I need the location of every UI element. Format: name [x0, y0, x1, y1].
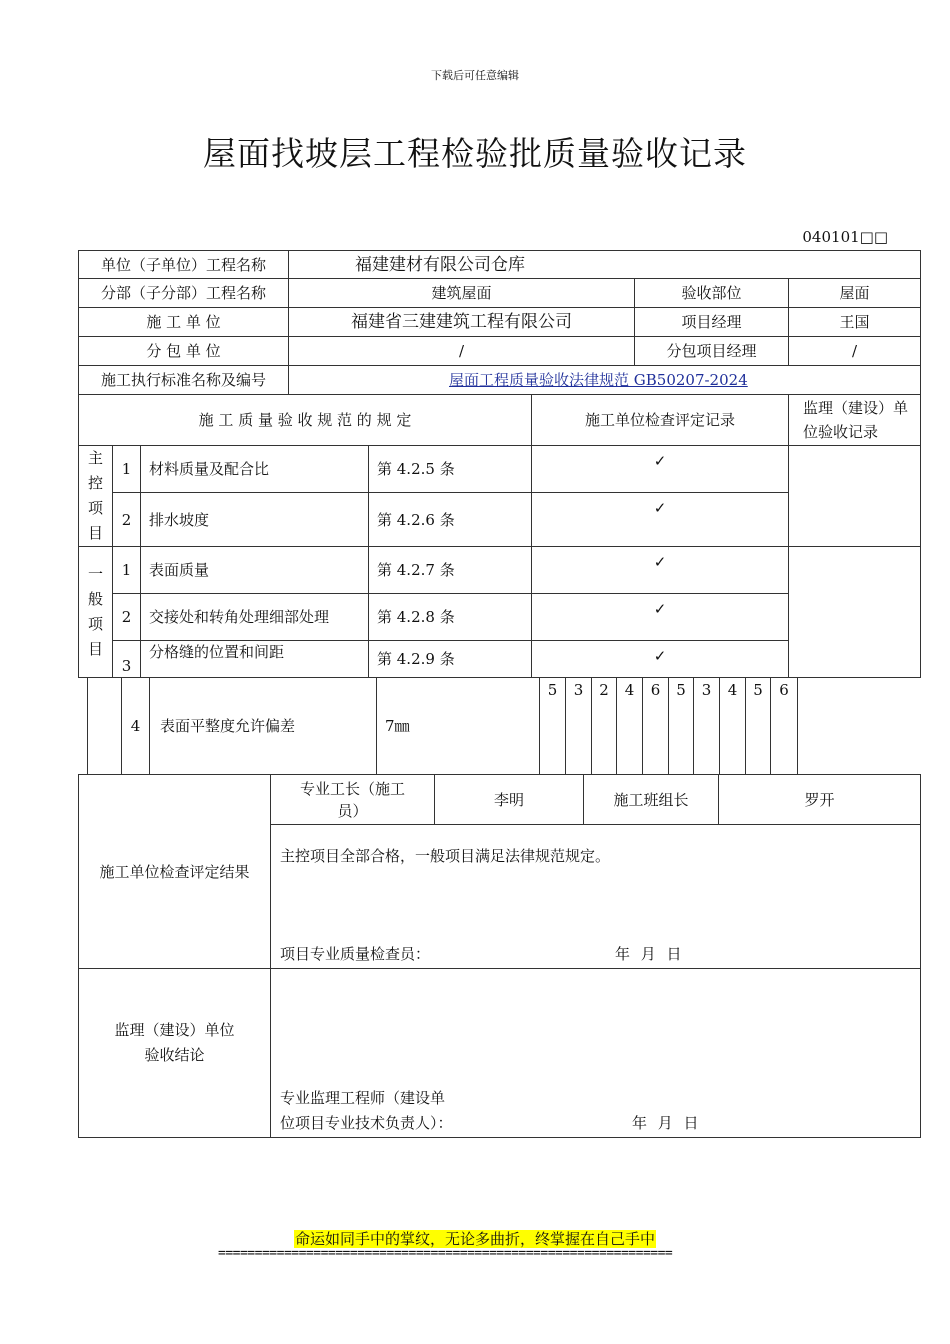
form-code: 040101□□ — [802, 228, 888, 246]
check-mark: ✓ — [532, 493, 789, 547]
item-no: 2 — [113, 493, 141, 547]
item-no: 4 — [122, 677, 150, 774]
accept-part-label: 验收部位 — [635, 279, 789, 308]
result-content — [271, 825, 921, 969]
item-tolerance: 7㎜ — [377, 677, 540, 774]
sub-value: 建筑屋面 — [289, 279, 635, 308]
item-no: 1 — [113, 547, 141, 594]
check-mark: ✓ — [532, 446, 789, 493]
deviation-group-cell — [88, 677, 122, 774]
item-clause: 第 4.2.7 条 — [369, 547, 532, 594]
sub-pm-value: / — [789, 337, 921, 366]
accept-part-value: 屋面 — [789, 279, 921, 308]
check-mark: ✓ — [532, 594, 789, 641]
result-label: 施工单位检查评定结果 — [79, 775, 271, 969]
unit-value: 福建建材有限公司仓库 — [289, 251, 921, 279]
measured-value: 5 — [669, 677, 694, 774]
foreman-value: 李明 — [435, 775, 584, 825]
standard-label: 施工执行标准名称及编号 — [79, 366, 289, 395]
contractor-value: 福建省三建建筑工程有限公司 — [289, 308, 635, 337]
engineer-line2: 位项目专业技术负责人）： — [280, 1114, 453, 1132]
supervision-label: 监理（建设）单位 验收结论 — [79, 969, 271, 1138]
subcontractor-value: / — [289, 337, 635, 366]
measured-value: 4 — [720, 677, 746, 774]
inspector-label: 项目专业质量检查员： — [280, 945, 431, 963]
item-name: 排水坡度 — [141, 493, 369, 547]
result-table — [78, 774, 921, 1138]
pm-label: 项目经理 — [635, 308, 789, 337]
footer-quote: 命运如同手中的掌纹，无论多曲折，终掌握在自己手中 — [294, 1230, 655, 1248]
page-title: 屋面找坡层工程检验批质量验收记录 — [203, 134, 747, 173]
item-no: 3 — [113, 641, 141, 678]
measured-value: 6 — [643, 677, 669, 774]
footer-rule: ============================================================== — [218, 1246, 673, 1261]
contractor-label: 施 工 单 位 — [79, 308, 289, 337]
spec-header: 施 工 质 量 验 收 规 范 的 规 定 — [79, 395, 532, 446]
supervision-date: 年 月 日 — [632, 1114, 699, 1132]
supervision-content — [271, 969, 921, 1138]
team-label: 施工班组长 — [584, 775, 719, 825]
info-table — [78, 250, 921, 395]
deviation-table — [87, 677, 798, 774]
item-name: 交接处和转角处理细部处理 — [141, 594, 369, 641]
unit-label: 单位（子单位）工程名称 — [79, 251, 289, 279]
supervision-cell-general — [789, 547, 921, 678]
item-name: 材料质量及配合比 — [141, 446, 369, 493]
team-value: 罗开 — [719, 775, 921, 825]
measured-value: 4 — [617, 677, 643, 774]
item-no: 2 — [113, 594, 141, 641]
spec-table — [78, 394, 921, 678]
item-clause: 第 4.2.9 条 — [369, 641, 532, 678]
supervision-header: 监理（建设）单位验收记录 — [789, 395, 921, 446]
item-no: 1 — [113, 446, 141, 493]
measured-value: 5 — [746, 677, 771, 774]
item-clause: 第 4.2.6 条 — [369, 493, 532, 547]
measured-value: 3 — [566, 677, 592, 774]
foreman-label: 专业工长（施工员） — [271, 775, 435, 825]
measured-value: 5 — [540, 677, 566, 774]
check-mark: ✓ — [532, 547, 789, 594]
sub-pm-label: 分包项目经理 — [635, 337, 789, 366]
standard-link[interactable]: 屋面工程质量验收法律规范 GB50207-2024 — [449, 371, 748, 389]
check-header: 施工单位检查评定记录 — [532, 395, 789, 446]
measured-value: 6 — [771, 677, 798, 774]
result-conclusion: 主控项目全部合格，一般项目满足法律规范规定。 — [280, 847, 611, 865]
supervision-cell-main — [789, 446, 921, 547]
result-date: 年 月 日 — [615, 945, 682, 963]
general-group-label: 一 般 项 目 — [79, 547, 113, 678]
main-group-label: 主 控 项 目 — [79, 446, 113, 547]
item-name: 表面质量 — [141, 547, 369, 594]
item-clause: 第 4.2.8 条 — [369, 594, 532, 641]
item-name: 表面平整度允许偏差 — [150, 677, 377, 774]
item-name: 分格缝的位置和间距 — [141, 641, 369, 678]
header-note: 下载后可任意编辑 — [431, 69, 519, 82]
check-mark: ✓ — [532, 641, 789, 678]
measured-value: 3 — [694, 677, 720, 774]
engineer-line1: 专业监理工程师（建设单 — [280, 1089, 446, 1107]
measured-value: 2 — [592, 677, 617, 774]
pm-value: 王国 — [789, 308, 921, 337]
subcontractor-label: 分 包 单 位 — [79, 337, 289, 366]
sub-label: 分部（子分部）工程名称 — [79, 279, 289, 308]
item-clause: 第 4.2.5 条 — [369, 446, 532, 493]
